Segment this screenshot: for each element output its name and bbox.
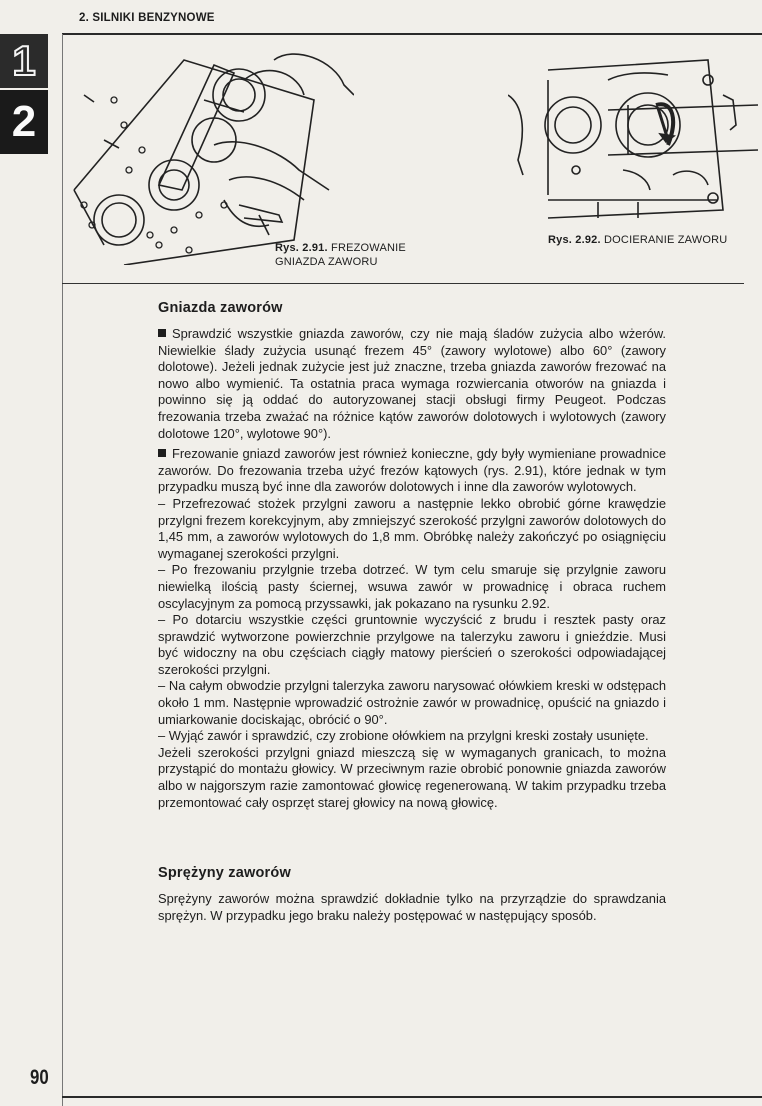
chapter-header: 2. SILNIKI BENZYNOWE [79,12,215,24]
chapter-tabs [0,34,48,154]
section-paragraph: Sprężyny zaworów można sprawdzić dokładnie tylko na przyrządzie do sprawdzania sprężyn. W przypadku jego braku należy postępować w następujący sposób. [158,891,666,923]
conclusion-paragraph: Jeżeli szerokości przylgni gniazd mieszczą się w wymaganych granicach, to można przystąpić do montażu głowicy. W przeciwnym razie obrobić ponownie gniazda zaworów albo w najgorszym razie zamontować głowicę regenerowaną. W takim przypadku trzeba przemontować cały osprzęt starej głowicy na nową głowicę. [158,744,666,810]
figure-2-92-number: Rys. 2.92. [548,234,601,246]
step-paragraph: – Po frezowaniu przylgnie trzeba dotrzeć. W tym celu smaruje się przylgnie zaworu niewielką ilością pasty ściernej, wsuwa zawór w prowadnicę i obraca ruchem oscylacyjnym za pomocą przyssawki, jak pokazano na rysunku 2.92. [158,562,666,611]
section-heading-sprezyny: Sprężyny zaworów [158,865,291,882]
bullet-square-icon [158,329,166,337]
figure-2-91-caption-line1: FREZOWANIE [331,242,406,254]
figure-2-91-caption [275,241,406,269]
chapter-tab-2[interactable]: 2 [0,88,48,154]
main-content [158,300,666,924]
figure-2-92-caption [548,233,727,247]
figure-2-92-illustration [508,50,758,225]
bullet-paragraph: Sprawdzić wszystkie gniazda zaworów, czy nie mają śladów zużycia albo wżerów. Niewielkie ślady zużycia usunąć frezem 45° (zawory wylotowe) albo 60° (zawory dolotowe). Jeżeli jednak zużycie jest już znaczne, trzeba gniazda zaworów frezować na nowo albo wymienić. Ta ostatnia praca wymaga rozwiercania otworów na gniazda i powinno się ją oddać do autoryzowanej stacji obsługi firmy Peugeot. Podczas frezowania trzeba zważać na różnice kątów zaworów dolotowych i wylotowych (zawory dolotowe 120°, wylotowe 90°). [158,326,666,441]
bullet-square-icon [158,449,166,457]
figure-2-91-caption-line2: GNIAZDA ZAWORU [275,256,378,268]
step-paragraph: – Wyjąć zawór i sprawdzić, czy zrobione ołówkiem na przylgni kreski zostały usunięte. [158,728,649,744]
header-rule [62,33,762,35]
chapter-tab-1[interactable]: 1 [0,34,48,88]
section-heading-gniazda: Gniazda zaworów [158,300,283,316]
margin-rule [62,34,63,1106]
figure-2-91-number: Rys. 2.91. [275,242,328,254]
step-paragraph: – Po dotarciu wszystkie części gruntownie wyczyścić z brudu i resztek pasty oraz sprawdzić wytworzone powierzchnie przylgowe na talerzyku zaworu i gnieździe. Musi być widoczny na obu częściach ciągły matowy pierścień o szerokości odpowiadającej szerokości przylgni. [158,612,666,677]
bullet-paragraph: Frezowanie gniazd zaworów jest również konieczne, gdy były wymieniane prowadnice zaworów. Do frezowania trzeba użyć frezów kątowych (rys. 2.91), które jednak w tym przypadku muszą być inne dla zaworów dolotowych i inne dla zaworów wylotowych. [158,446,666,495]
step-paragraph: – Na całym obwodzie przylgni talerzyka zaworu narysować ołówkiem kreski w odstępach około 1 mm. Następnie wprowadzić ostrożnie zawór w prowadnicę, opuścić na gniazdo i umiarkowanie dociskając, obrócić o 90°. [158,678,666,727]
figure-2-91-illustration [64,40,354,265]
figure-2-92-caption-text: DOCIERANIE ZAWORU [604,234,728,246]
figure-separator-rule [62,283,744,284]
step-paragraph: – Przefrezować stożek przylgni zaworu a następnie lekko obrobić górne krawędzie przylgni frezem korekcyjnym, aby zmniejszyć szerokość przylgni zaworów dolotowych do 1,45 mm, a zaworów wylotowych do 1,8 mm. Obróbkę należy zakończyć po osiągnięciu wymaganej szerokości przylgni. [158,495,666,561]
footer-rule [62,1096,762,1098]
page-number: 90 [30,1066,49,1089]
